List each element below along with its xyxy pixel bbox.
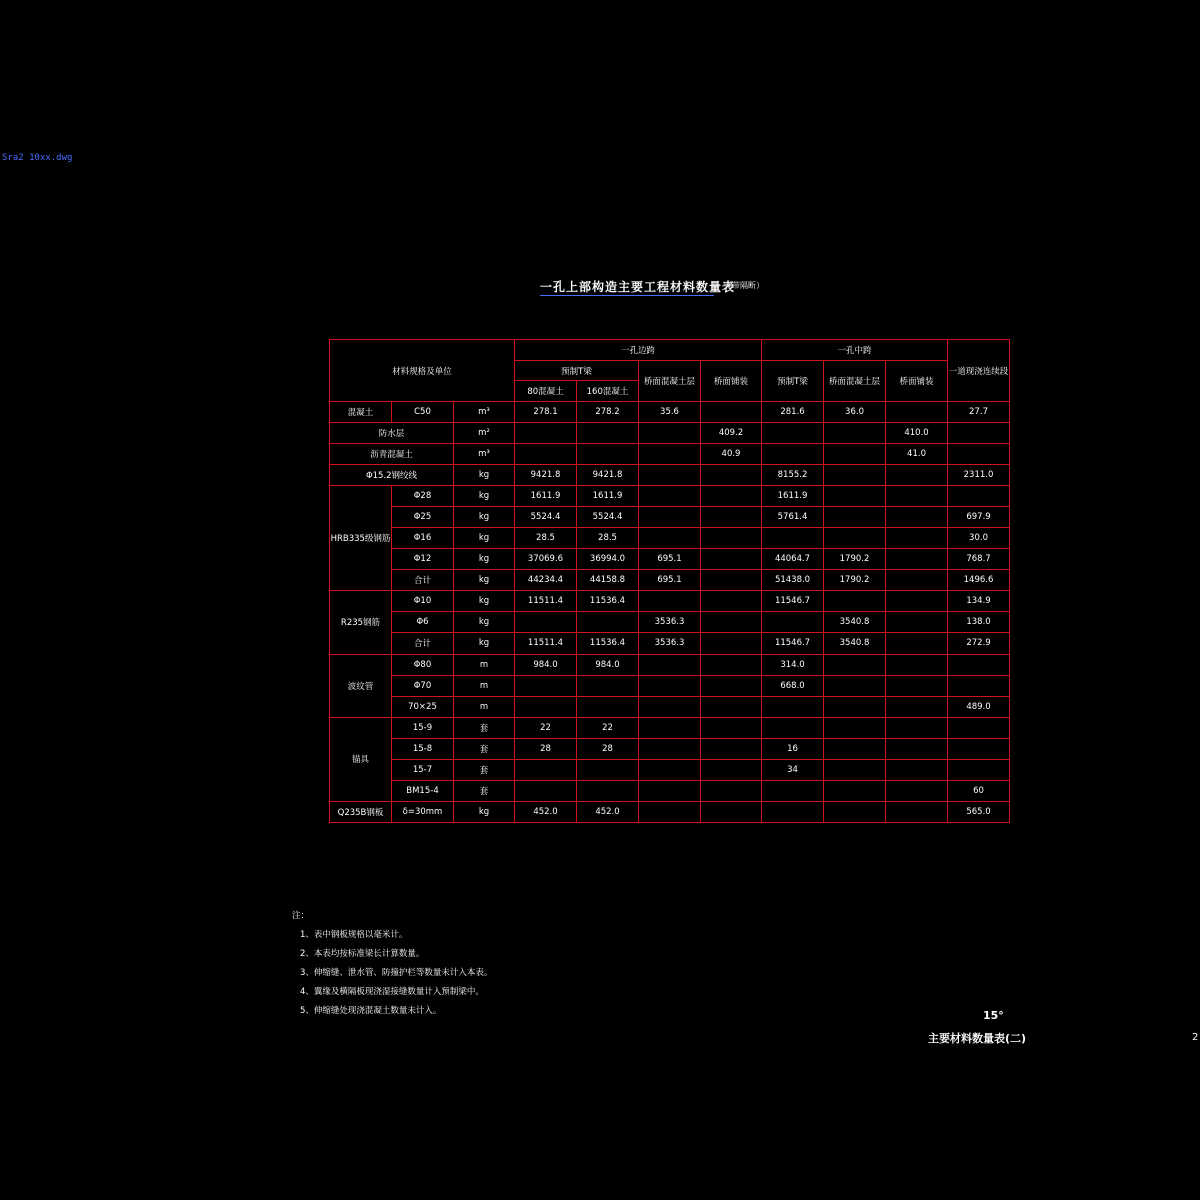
value-cell (948, 486, 1010, 507)
value-cell (515, 423, 577, 444)
value-cell (639, 591, 701, 612)
row-spec: Φ12 (392, 549, 454, 570)
row-material: 混凝土 (330, 402, 392, 423)
value-cell (948, 759, 1010, 780)
title-underline (540, 295, 714, 296)
value-cell (762, 717, 824, 738)
row-unit: 套 (454, 759, 515, 780)
value-cell (824, 423, 886, 444)
value-cell (886, 465, 948, 486)
value-cell: 134.9 (948, 591, 1010, 612)
value-cell: 1790.2 (824, 549, 886, 570)
table-row (330, 612, 1010, 633)
value-cell (577, 759, 639, 780)
value-cell: 40.9 (701, 444, 762, 465)
value-cell: 22 (515, 717, 577, 738)
row-unit: 套 (454, 780, 515, 801)
value-cell (639, 528, 701, 549)
value-cell: 138.0 (948, 612, 1010, 633)
value-cell: 278.1 (515, 402, 577, 423)
value-cell: 9421.8 (515, 465, 577, 486)
note-item: 4、翼缘及横隔板现浇湿接缝数量计入预制梁中。 (300, 987, 484, 997)
value-cell (762, 528, 824, 549)
value-cell: 11511.4 (515, 591, 577, 612)
table-row (330, 717, 1010, 738)
value-cell: 695.1 (639, 570, 701, 591)
value-cell: 16 (762, 738, 824, 759)
row-spec: 合计 (392, 633, 454, 654)
value-cell (886, 486, 948, 507)
sheet-name: 主要材料数量表(二) (928, 1032, 1027, 1045)
value-cell (577, 780, 639, 801)
note-item: 2、本表均按标准梁长计算数量。 (300, 949, 425, 959)
value-cell (639, 654, 701, 675)
header-item: 材料规格及单位 (330, 340, 515, 402)
row-unit: m (454, 675, 515, 696)
value-cell: 22 (577, 717, 639, 738)
table-title-block (540, 276, 764, 295)
row-unit: m (454, 696, 515, 717)
page-number: 2 (1192, 1032, 1199, 1043)
value-cell: 3540.8 (824, 633, 886, 654)
row-material: HRB335级钢筋 (330, 486, 392, 591)
value-cell: 60 (948, 780, 1010, 801)
value-cell (639, 780, 701, 801)
table-row (330, 738, 1010, 759)
value-cell (762, 780, 824, 801)
row-unit: kg (454, 633, 515, 654)
header-row-1 (330, 340, 1010, 361)
value-cell (886, 654, 948, 675)
value-cell (701, 549, 762, 570)
value-cell (701, 738, 762, 759)
value-cell (886, 696, 948, 717)
value-cell: 35.6 (639, 402, 701, 423)
value-cell: 768.7 (948, 549, 1010, 570)
value-cell: 11546.7 (762, 591, 824, 612)
table-subtitle: （带隔断） (724, 281, 764, 290)
value-cell (886, 759, 948, 780)
value-cell (948, 423, 1010, 444)
value-cell (948, 444, 1010, 465)
row-unit: kg (454, 591, 515, 612)
value-cell: 5524.4 (577, 507, 639, 528)
table-row (330, 633, 1010, 654)
value-cell (701, 402, 762, 423)
value-cell (577, 696, 639, 717)
table-title: 一孔上部构造主要工程材料数量表 (540, 280, 736, 294)
value-cell (701, 465, 762, 486)
value-cell (886, 675, 948, 696)
notes-heading: 注： (292, 911, 310, 921)
value-cell (824, 486, 886, 507)
row-material: 波纹管 (330, 654, 392, 717)
notes-block (292, 907, 492, 1021)
row-spec: 15-8 (392, 738, 454, 759)
value-cell (948, 717, 1010, 738)
row-material: 沥青混凝土 (330, 444, 454, 465)
value-cell (639, 465, 701, 486)
note-item: 3、伸缩缝、泄水管、防撞护栏等数量未计入本表。 (300, 968, 493, 978)
row-unit: m (454, 654, 515, 675)
value-cell: 281.6 (762, 402, 824, 423)
table-row (330, 591, 1010, 612)
row-spec: 合计 (392, 570, 454, 591)
value-cell (577, 423, 639, 444)
value-cell (639, 507, 701, 528)
table-row (330, 654, 1010, 675)
row-material: 锚具 (330, 717, 392, 801)
value-cell (886, 612, 948, 633)
value-cell: 44064.7 (762, 549, 824, 570)
value-cell (515, 444, 577, 465)
value-cell (824, 738, 886, 759)
value-cell (886, 402, 948, 423)
value-cell (701, 570, 762, 591)
value-cell: 36994.0 (577, 549, 639, 570)
value-cell: 1496.6 (948, 570, 1010, 591)
value-cell (639, 738, 701, 759)
value-cell (639, 717, 701, 738)
row-unit: kg (454, 549, 515, 570)
value-cell (577, 675, 639, 696)
table-row (330, 507, 1010, 528)
value-cell (886, 528, 948, 549)
row-material: Q235B钢板 (330, 801, 392, 822)
value-cell: 5524.4 (515, 507, 577, 528)
value-cell (824, 507, 886, 528)
header-precast-t-2: 预制T梁 (762, 361, 824, 402)
value-cell: 1611.9 (762, 486, 824, 507)
value-cell: 8155.2 (762, 465, 824, 486)
table-row (330, 570, 1010, 591)
value-cell: 44158.8 (577, 570, 639, 591)
value-cell: 2311.0 (948, 465, 1010, 486)
value-cell: 452.0 (577, 801, 639, 822)
value-cell (701, 633, 762, 654)
header-deck-concrete-1: 桥面混凝土层 (639, 361, 701, 402)
value-cell: 11536.4 (577, 591, 639, 612)
value-cell (948, 738, 1010, 759)
row-spec: Φ70 (392, 675, 454, 696)
value-cell (824, 759, 886, 780)
value-cell (701, 801, 762, 822)
value-cell (515, 675, 577, 696)
row-unit: m³ (454, 444, 515, 465)
row-unit: 套 (454, 717, 515, 738)
value-cell (701, 675, 762, 696)
value-cell (824, 696, 886, 717)
value-cell: 5761.4 (762, 507, 824, 528)
value-cell: 11536.4 (577, 633, 639, 654)
table-row (330, 465, 1010, 486)
row-unit: kg (454, 801, 515, 822)
value-cell (824, 717, 886, 738)
value-cell (639, 675, 701, 696)
row-spec: Φ25 (392, 507, 454, 528)
table-row (330, 675, 1010, 696)
value-cell: 37069.6 (515, 549, 577, 570)
value-cell: 11546.7 (762, 633, 824, 654)
table-row (330, 423, 1010, 444)
skew-angle: 15° (983, 1009, 1004, 1022)
row-spec: Φ6 (392, 612, 454, 633)
value-cell (824, 654, 886, 675)
materials-table (329, 339, 1010, 823)
value-cell: 34 (762, 759, 824, 780)
header-deck-concrete-2: 桥面混凝土层 (824, 361, 886, 402)
value-cell: 697.9 (948, 507, 1010, 528)
value-cell (639, 423, 701, 444)
value-cell: 51438.0 (762, 570, 824, 591)
table-row (330, 402, 1010, 423)
row-unit: 套 (454, 738, 515, 759)
value-cell (886, 633, 948, 654)
value-cell (701, 696, 762, 717)
value-cell (762, 801, 824, 822)
value-cell (824, 675, 886, 696)
value-cell (701, 528, 762, 549)
table-row (330, 486, 1010, 507)
row-spec: 15-7 (392, 759, 454, 780)
value-cell (515, 612, 577, 633)
value-cell (639, 696, 701, 717)
row-spec: 70×25 (392, 696, 454, 717)
value-cell: 28.5 (515, 528, 577, 549)
header-deck-pave-1: 桥面铺装 (701, 361, 762, 402)
table-row (330, 780, 1010, 801)
value-cell: 565.0 (948, 801, 1010, 822)
value-cell: 272.9 (948, 633, 1010, 654)
value-cell: 9421.8 (577, 465, 639, 486)
value-cell (824, 528, 886, 549)
value-cell: 452.0 (515, 801, 577, 822)
row-unit: kg (454, 486, 515, 507)
value-cell: 1790.2 (824, 570, 886, 591)
value-cell (701, 759, 762, 780)
row-unit: m² (454, 423, 515, 444)
value-cell (886, 738, 948, 759)
value-cell (824, 801, 886, 822)
value-cell (886, 801, 948, 822)
value-cell: 30.0 (948, 528, 1010, 549)
row-spec: Φ28 (392, 486, 454, 507)
row-spec: 15-9 (392, 717, 454, 738)
value-cell (824, 591, 886, 612)
row-material: Φ15.2钢绞线 (330, 465, 454, 486)
value-cell (762, 423, 824, 444)
table-row (330, 444, 1010, 465)
row-unit: kg (454, 612, 515, 633)
row-spec: C50 (392, 402, 454, 423)
table-row (330, 696, 1010, 717)
value-cell: 695.1 (639, 549, 701, 570)
row-unit: kg (454, 465, 515, 486)
value-cell (639, 486, 701, 507)
row-spec: BM15-4 (392, 780, 454, 801)
header-deck-pave-2: 桥面铺装 (886, 361, 948, 402)
value-cell: 984.0 (515, 654, 577, 675)
row-unit: kg (454, 507, 515, 528)
header-group-side-span: 一孔边跨 (515, 340, 762, 361)
value-cell (639, 759, 701, 780)
value-cell (948, 675, 1010, 696)
row-spec: δ=30mm (392, 801, 454, 822)
value-cell: 1611.9 (515, 486, 577, 507)
value-cell (886, 717, 948, 738)
value-cell: 44234.4 (515, 570, 577, 591)
value-cell (639, 801, 701, 822)
row-spec: Φ80 (392, 654, 454, 675)
row-spec: Φ10 (392, 591, 454, 612)
note-item: 5、伸缩缝处现浇混凝土数量未计入。 (300, 1006, 442, 1016)
drawing-filename: Sra2 10xx.dwg (2, 153, 73, 163)
value-cell (701, 486, 762, 507)
row-spec: Φ16 (392, 528, 454, 549)
header-group-mid-span: 一孔中跨 (762, 340, 948, 361)
value-cell: 11511.4 (515, 633, 577, 654)
value-cell (886, 570, 948, 591)
note-item: 1、表中钢板规格以毫米计。 (300, 930, 408, 940)
value-cell (948, 654, 1010, 675)
table-row (330, 759, 1010, 780)
value-cell: 409.2 (701, 423, 762, 444)
value-cell: 3540.8 (824, 612, 886, 633)
value-cell (886, 507, 948, 528)
value-cell (886, 780, 948, 801)
value-cell: 27.7 (948, 402, 1010, 423)
row-material: 防水层 (330, 423, 454, 444)
value-cell: 3536.3 (639, 612, 701, 633)
row-unit: kg (454, 570, 515, 591)
value-cell: 489.0 (948, 696, 1010, 717)
value-cell (762, 444, 824, 465)
value-cell (701, 717, 762, 738)
value-cell (577, 612, 639, 633)
row-material: R235钢筋 (330, 591, 392, 654)
value-cell (577, 444, 639, 465)
value-cell: 668.0 (762, 675, 824, 696)
value-cell (639, 444, 701, 465)
value-cell (515, 759, 577, 780)
value-cell (762, 696, 824, 717)
header-beam-80: 80混凝土 (515, 381, 577, 402)
table-body (330, 402, 1010, 823)
value-cell (515, 696, 577, 717)
value-cell: 1611.9 (577, 486, 639, 507)
value-cell: 984.0 (577, 654, 639, 675)
value-cell: 314.0 (762, 654, 824, 675)
value-cell (824, 465, 886, 486)
header-beam-160: 160混凝土 (577, 381, 639, 402)
value-cell: 28.5 (577, 528, 639, 549)
value-cell (701, 612, 762, 633)
value-cell: 3536.3 (639, 633, 701, 654)
value-cell (701, 591, 762, 612)
value-cell: 28 (515, 738, 577, 759)
table-row (330, 801, 1010, 822)
value-cell: 410.0 (886, 423, 948, 444)
value-cell (824, 444, 886, 465)
value-cell (824, 780, 886, 801)
value-cell (701, 780, 762, 801)
table-row (330, 549, 1010, 570)
value-cell (515, 780, 577, 801)
row-unit: m³ (454, 402, 515, 423)
value-cell (701, 654, 762, 675)
row-unit: kg (454, 528, 515, 549)
value-cell: 36.0 (824, 402, 886, 423)
value-cell: 41.0 (886, 444, 948, 465)
value-cell (762, 612, 824, 633)
value-cell (886, 549, 948, 570)
table-row (330, 528, 1010, 549)
value-cell: 278.2 (577, 402, 639, 423)
value-cell (701, 507, 762, 528)
value-cell: 28 (577, 738, 639, 759)
header-continuous-segment: 一道现浇连续段 (948, 340, 1010, 402)
header-precast-t: 预制T梁 (515, 361, 639, 381)
value-cell (886, 591, 948, 612)
